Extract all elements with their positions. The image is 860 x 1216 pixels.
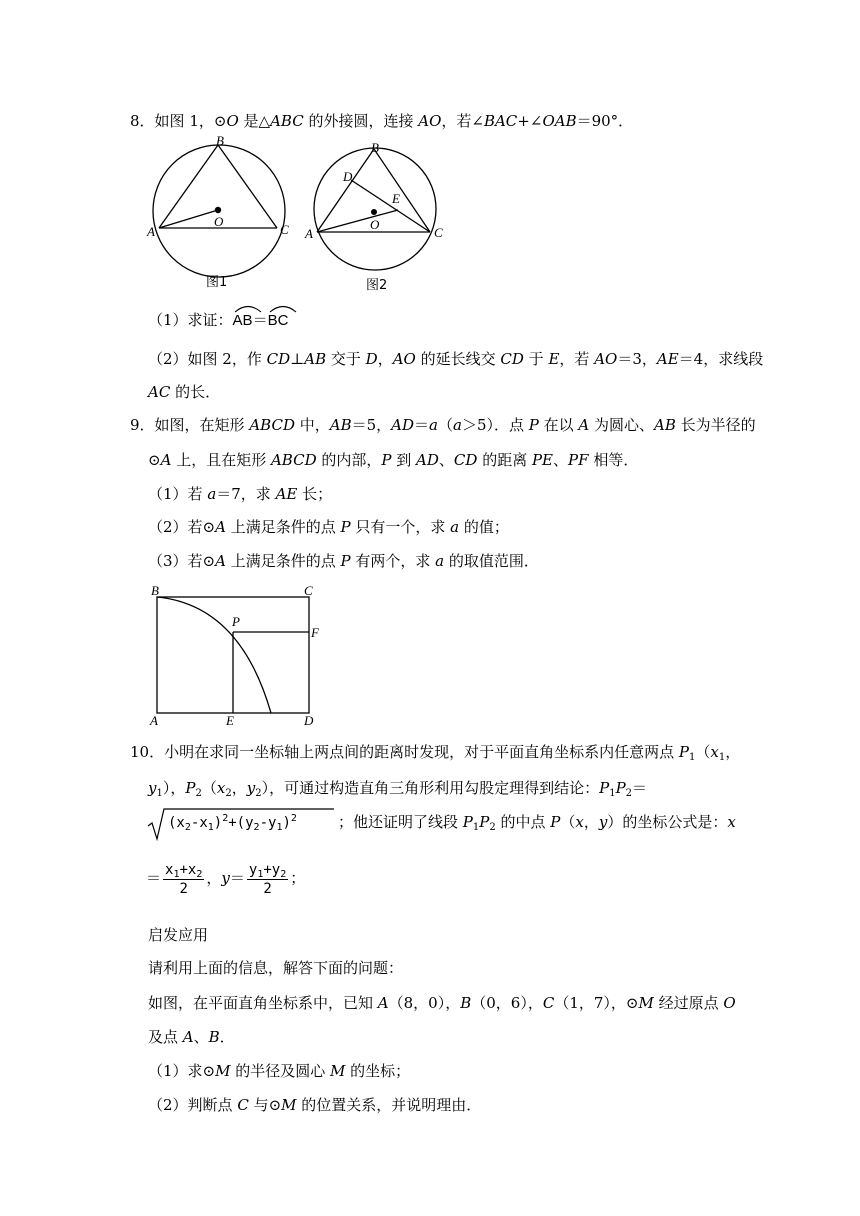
q9-stem-line-2: ⊙A 上，且在矩形 ABCD 的内部，P 到 AD、CD 的距离 PE、PF 相等． xyxy=(148,451,639,469)
segment-BC xyxy=(218,145,277,228)
label-F: F xyxy=(311,625,319,640)
label-A: A xyxy=(147,224,155,239)
arc-BC: BC xyxy=(268,310,289,331)
q10-intro: 请利用上面的信息，解答下面的问题： xyxy=(148,959,404,977)
label-P: P xyxy=(232,614,240,629)
label-E: E xyxy=(392,191,400,206)
label-B: B xyxy=(151,583,159,598)
q10-problem-line-2: 及点 A、B． xyxy=(148,1028,235,1046)
q9-part-2: （2）若⊙A 上满足条件的点 P 只有一个，求 a 的值； xyxy=(148,518,509,536)
q10-stem-line-2: $y_1$），$P_2(x_2$，$y_2$），可通过构造直角三角形利用勾股定理得到结论：$P_1P_2=$ xyxy=(148,779,648,799)
segment-CD xyxy=(351,180,430,232)
figure-2-caption: 图2 xyxy=(366,278,388,293)
distance-formula: $(x_2-x_1)^2+(y_2-y_1)^2$ xyxy=(146,806,346,842)
q10-stem-line-3: ；他还证明了线段 $P_1P_2$ 的中点 P（x，y）的坐标公式是：x xyxy=(338,813,736,833)
label-D: D xyxy=(343,169,353,184)
q9-part-1: （1）若 a＝7，求 AE 长； xyxy=(148,485,333,503)
arc-AB: AB xyxy=(233,310,253,331)
segment-AB xyxy=(317,149,374,232)
label-D: D xyxy=(304,713,314,728)
fraction-x: $\frac{x_1+x_2}{2}$ xyxy=(165,861,203,897)
label-O: O xyxy=(370,217,380,232)
midpoint-formula: ＝ $\frac{x_1+x_2}{2}$ ，y＝ $\frac{y_1+y_2}{2}$ ； xyxy=(146,861,306,897)
figure-1-caption: 图1 xyxy=(206,275,228,290)
q9-stem-line-1: 9．如图，在矩形 ABCD 中，AB＝5，AD＝a（a＞5）．点 P 在以 A 为圆心、AB 长为半径的 xyxy=(130,416,756,434)
q10-part-1: （1）求⊙M 的半径及圆心 M 的坐标； xyxy=(148,1062,411,1080)
segment-AB xyxy=(159,145,218,228)
q8-figure-2 xyxy=(300,137,460,297)
label-C: C xyxy=(280,222,289,237)
segment-AO xyxy=(159,210,218,228)
center-point-O xyxy=(371,209,377,215)
label-A: A xyxy=(150,713,158,728)
q8-figure-1 xyxy=(140,132,300,292)
label-B: B xyxy=(371,140,379,155)
label-C: C xyxy=(434,225,443,240)
q8-stem: 8．如图 1，⊙O 是△ABC 的外接圆，连接 AO，若∠BAC+∠OAB＝90°． xyxy=(130,112,634,130)
fraction-y: $\frac{y_1+y_2}{2}$ xyxy=(248,861,287,897)
segment-BC xyxy=(374,149,430,232)
label-B: B xyxy=(216,133,224,148)
q9-rectangle-figure xyxy=(140,580,330,730)
center-point-O xyxy=(215,207,221,213)
q8-part-1: （1）求证： AB＝ BC xyxy=(148,310,288,331)
q10-heading: 启发应用 xyxy=(148,926,209,944)
q10-problem-line-1: 如图，在平面直角坐标系中，已知 A（8，0），B（0，6），C（1，7），⊙M 经过原点 O xyxy=(148,994,736,1012)
label-A: A xyxy=(305,226,313,241)
label-O: O xyxy=(214,214,224,229)
q10-stem-line-1: 10．小明在求同一坐标轴上两点间的距离时发现，对于平面直角坐标系内任意两点 $P_1(x_1$， xyxy=(130,743,741,763)
arc-circle-A xyxy=(157,597,271,713)
q8-part-2-line-2: AC 的长． xyxy=(148,383,221,401)
q8-part-2-line-1: （2）如图 2，作 CD⊥AB 交于 D，AO 的延长线交 CD 于 E，若 AO＝3，AE＝4，求线段 xyxy=(148,350,764,368)
q10-part-2: （2）判断点 C 与⊙M 的位置关系，并说明理由． xyxy=(148,1096,482,1114)
q9-part-3: （3）若⊙A 上满足条件的点 P 有两个，求 a 的取值范围． xyxy=(148,552,539,570)
label-C: C xyxy=(304,583,313,598)
label-E: E xyxy=(226,713,234,728)
